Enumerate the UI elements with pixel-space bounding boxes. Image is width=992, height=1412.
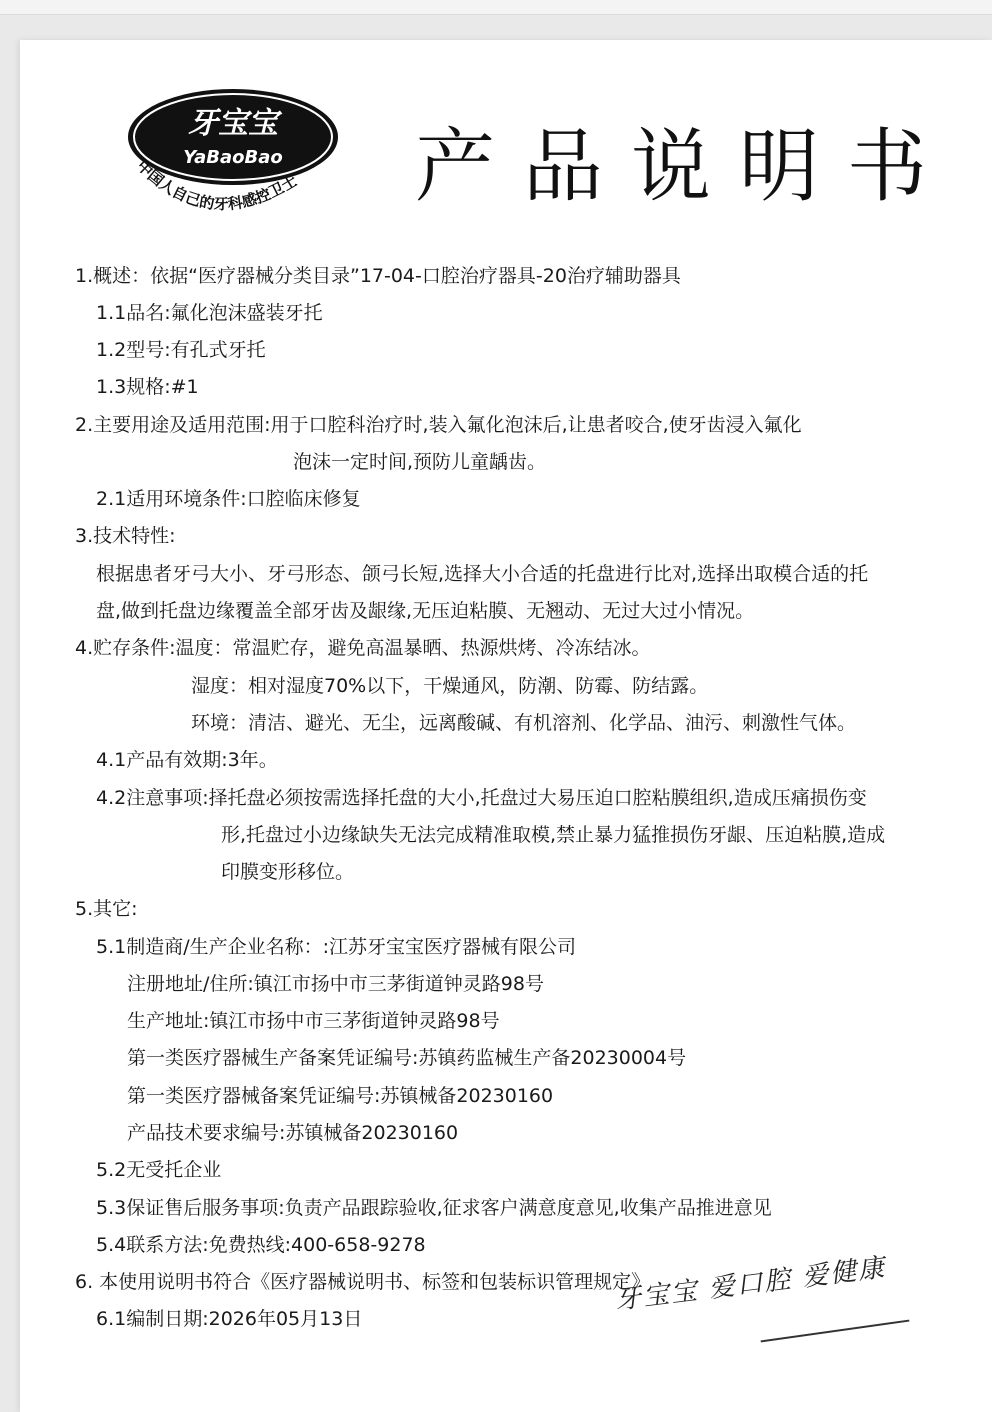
text-line: 5.2无受托企业 xyxy=(96,1159,222,1181)
text-line: 形,托盘过小边缘缺失无法完成精准取模,禁止暴力猛推损伤牙龈、压迫粘膜,造成 xyxy=(221,824,886,846)
text-line: 1.概述：依据“医疗器械分类目录”17-04-口腔治疗器具-20治疗辅助器具 xyxy=(75,265,681,287)
text-line: 湿度：相对湿度70%以下，干燥通风，防潮、防霉、防结露。 xyxy=(191,675,709,697)
text-line: 泡沫一定时间,预防儿童龋齿。 xyxy=(293,451,547,473)
text-line: 盘,做到托盘边缘覆盖全部牙齿及龈缘,无压迫粘膜、无翘动、无过大过小情况。 xyxy=(96,600,755,622)
text-line: 5.其它: xyxy=(75,898,138,920)
text-line: 印膜变形移位。 xyxy=(221,861,355,883)
text-line: 第一类医疗器械生产备案凭证编号:苏镇药监械生产备20230004号 xyxy=(127,1047,687,1069)
text-line: 1.2型号:有孔式牙托 xyxy=(96,339,266,361)
text-line: 第一类医疗器械备案凭证编号:苏镇械备20230160 xyxy=(127,1085,554,1107)
text-line: 根据患者牙弓大小、牙弓形态、颌弓长短,选择大小合适的托盘进行比对,选择出取模合适的托 xyxy=(96,563,869,585)
text-line: 5.3保证售后服务事项:负责产品跟踪验收,征求客户满意度意见,收集产品推进意见 xyxy=(96,1197,772,1219)
text-line: 4.2注意事项:择托盘必须按需选择托盘的大小,托盘过大易压迫口腔粘膜组织,造成压痛损伤变 xyxy=(96,787,867,809)
text-line: 生产地址:镇江市扬中市三茅街道钟灵路98号 xyxy=(127,1010,500,1032)
text-line: 产品技术要求编号:苏镇械备20230160 xyxy=(127,1122,459,1144)
top-bar xyxy=(0,0,992,15)
text-line: 6.1编制日期:2026年05月13日 xyxy=(96,1308,363,1330)
logo-brand-en: YaBaoBao xyxy=(183,147,283,168)
text-line: 1.3规格:#1 xyxy=(96,376,199,398)
handwritten-slogan: 牙宝宝 爱口腔 爱健康 xyxy=(613,1252,888,1316)
text-line: 6. 本使用说明书符合《医疗器械说明书、标签和包装标识管理规定》 xyxy=(75,1271,651,1293)
text-line: 5.4联系方法:免费热线:400-658-9278 xyxy=(96,1234,426,1256)
text-line: 2.主要用途及适用范围:用于口腔科治疗时,装入氟化泡沫后,让患者咬合,使牙齿浸入氟化 xyxy=(75,414,802,436)
text-line: 环境：清洁、避光、无尘，远离酸碱、有机溶剂、化学品、油污、刺激性气体。 xyxy=(191,712,857,734)
logo-brand-cn: 牙宝宝 xyxy=(188,106,278,141)
text-line: 5.1制造商/生产企业名称：:江苏牙宝宝医疗器械有限公司 xyxy=(96,936,577,958)
yabaobao-logo xyxy=(115,85,345,220)
text-line: 注册地址/住所:镇江市扬中市三茅街道钟灵路98号 xyxy=(127,973,544,995)
document-page xyxy=(20,40,992,1412)
logo-tagline: 中国人自己的牙科感控卫士 xyxy=(133,156,301,214)
text-line: 4.1产品有效期:3年。 xyxy=(96,749,278,771)
text-line: 2.1适用环境条件:口腔临床修复 xyxy=(96,488,361,510)
text-line: 1.1品名:氟化泡沫盛装牙托 xyxy=(96,302,323,324)
text-line: 3.技术特性: xyxy=(75,525,176,547)
text-line: 4.贮存条件:温度：常温贮存，避免高温暴晒、热源烘烤、冷冻结冰。 xyxy=(75,637,651,659)
page-title: 产品说明书 xyxy=(415,120,955,213)
